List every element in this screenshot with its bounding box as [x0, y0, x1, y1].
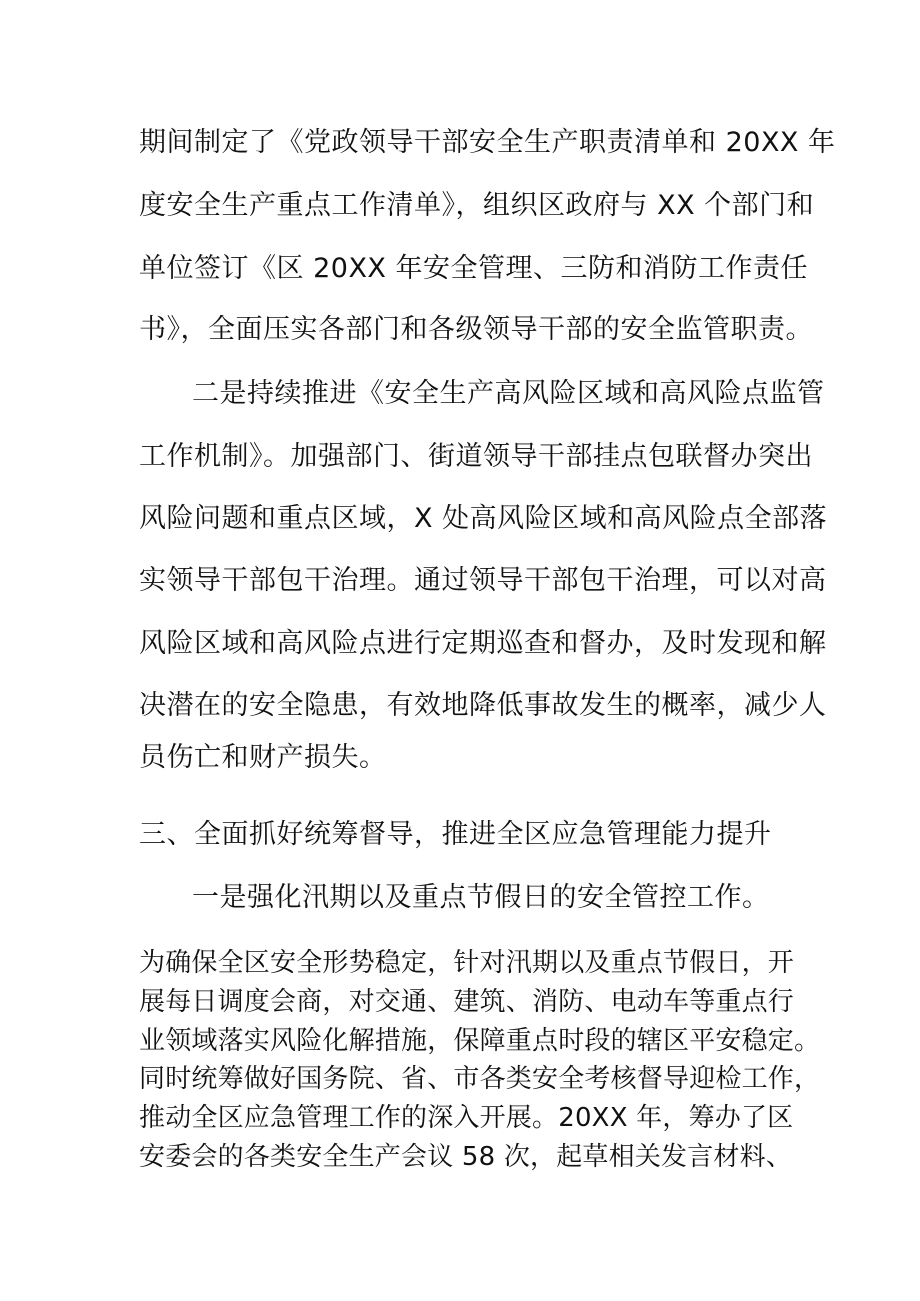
- paragraph-3-line-2: 展每日调度会商，对交通、建筑、消防、电动车等重点行: [139, 987, 795, 1017]
- paragraph-3-line-6: 安委会的各类安全生产会议 58 次，起草相关发言材料、: [139, 1142, 793, 1172]
- subheading-one: 一是强化汛期以及重点节假日的安全管控工作。: [192, 882, 770, 913]
- paragraph-2-line-7: 员伤亡和财产损失。: [139, 742, 387, 773]
- paragraph-2-line-2: 工作机制》。加强部门、街道领导干部挂点包联督办突出: [139, 441, 813, 472]
- paragraph-1-line-3: 单位签订《区 20XX 年安全管理、三防和消防工作责任: [139, 253, 809, 284]
- paragraph-1-line-4: 书》，全面压实各部门和各级领导干部的安全监管职责。: [139, 314, 813, 345]
- paragraph-1-line-2: 度安全生产重点工作清单》，组织区政府与 XX 个部门和: [139, 190, 815, 221]
- section-heading-three: 三、全面抓好统筹督导，推进全区应急管理能力提升: [139, 819, 772, 850]
- paragraph-3-line-5: 推动全区应急管理工作的深入开展。20XX 年，筹办了区: [139, 1103, 794, 1133]
- paragraph-2-line-5: 风险区域和高风险点进行定期巡查和督办，及时发现和解: [139, 628, 827, 659]
- paragraph-2-line-6: 决潜在的安全隐患，有效地降低事故发生的概率，减少人: [139, 690, 827, 721]
- paragraph-1-line-1: 期间制定了《党政领导干部安全生产职责清单和 20XX 年: [139, 127, 836, 158]
- paragraph-3-line-3: 业领域落实风险化解措施，保障重点时段的辖区平安稳定。: [139, 1026, 821, 1056]
- paragraph-2-line-3: 风险问题和重点区域，X 处高风险区域和高风险点全部落: [139, 503, 828, 534]
- paragraph-2-line-4: 实领导干部包干治理。通过领导干部包干治理，可以对高: [139, 565, 827, 596]
- paragraph-2-line-1: 二是持续推进《安全生产高风险区域和高风险点监管: [192, 378, 825, 409]
- paragraph-3-line-4: 同时统筹做好国务院、省、市各类安全考核督导迎检工作，: [139, 1064, 821, 1094]
- paragraph-3-line-1: 为确保全区安全形势稳定，针对汛期以及重点节假日，开: [139, 948, 795, 978]
